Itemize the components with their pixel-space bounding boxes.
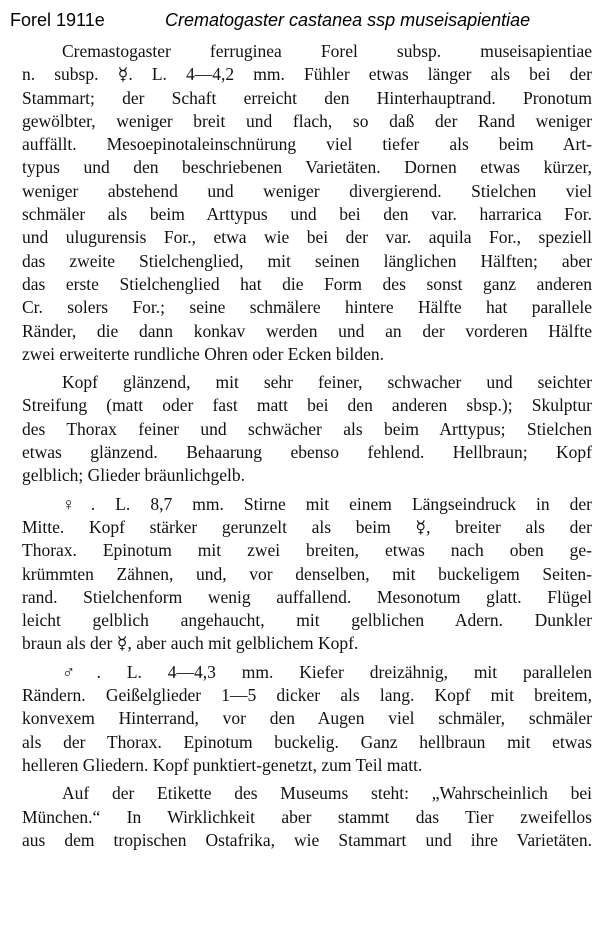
text-line: aus dem tropischen Ostafrika, wie Stammart und ihre Varietäten. bbox=[22, 829, 592, 850]
description-text bbox=[22, 40, 592, 852]
text-line: etwas glänzend. Behaarung ebenso fehlend. Hellbraun; Kopf bbox=[22, 442, 592, 463]
text-line: Streifung (matt oder fast matt bei den anderen sbsp.); Skulptur bbox=[22, 395, 592, 416]
text-line: weniger abstehend und weniger divergierend. Stielchen viel bbox=[22, 180, 592, 201]
text-line: schmäler als beim Arttypus und bei den var. harrarica For. bbox=[22, 204, 592, 225]
text-line: gelblich; Glieder bräunlichgelb. bbox=[22, 465, 246, 486]
text-line: auffällt. Mesoepinotaleinschnürung viel tiefer als beim Art- bbox=[22, 134, 592, 155]
text-line: Cremastogaster ferruginea Forel subsp. museisapientiae bbox=[62, 41, 592, 61]
citation-header: Forel 1911e bbox=[10, 10, 105, 30]
text-line: gewölbter, weniger breit und flach, so daß der Rand weniger bbox=[22, 110, 592, 131]
text-line: und ulugurensis For., etwa wie bei der var. aquila For., speziell bbox=[22, 227, 592, 248]
text-line: helleren Gliedern. Kopf punktiert-genetzt, zum Teil matt. bbox=[22, 754, 423, 775]
text-line: Cr. solers For.; seine schmälere hintere Hälfte hat parallele bbox=[22, 297, 592, 318]
text-line: zwei erweiterte rundliche Ohren oder Ecken bilden. bbox=[22, 343, 384, 364]
text-line: braun als der ☿, aber auch mit gelblichem Kopf. bbox=[22, 633, 359, 654]
text-line: das erste Stielchenglied hat die Form des sonst ganz anderen bbox=[22, 273, 592, 294]
text-line: konvexem Hinterrand, vor den Augen viel schmäler, schmäler bbox=[22, 708, 592, 729]
text-line: Auf der Etikette des Museums steht: „Wahrscheinlich bei bbox=[62, 783, 592, 804]
text-line: des Thorax feiner und schwächer als beim Arttypus; Stielchen bbox=[22, 418, 592, 439]
taxon-header: Crematogaster castanea ssp museisapientiae bbox=[165, 10, 531, 30]
text-line: als der Thorax. Epinotum buckelig. Ganz hellbraun mit etwas bbox=[22, 731, 592, 752]
text-line: Mitte. Kopf stärker gerunzelt als beim ☿, breiter als der bbox=[22, 516, 592, 537]
text-line: ♂. L. 4—4,3 mm. Kiefer dreizähnig, mit parallelen bbox=[62, 661, 592, 682]
text-line: Stammart; der Schaft erreicht den Hinterhauptrand. Pronotum bbox=[22, 87, 592, 108]
text-line: Kopf glänzend, mit sehr feiner, schwacher und seichter bbox=[62, 372, 592, 393]
text-line: das zweite Stielchenglied, mit seinen länglichen Hälften; aber bbox=[22, 250, 592, 271]
text-line: Thorax. Epinotum mit zwei breiten, etwas nach oben ge- bbox=[22, 540, 592, 561]
text-line: krümmten Zähnen, und, vor denselben, mit buckeligem Seiten- bbox=[22, 563, 592, 584]
text-line: n. subsp. ☿. L. 4—4,2 mm. Fühler etwas länger als bei der bbox=[22, 64, 592, 85]
text-line: ♀. L. 8,7 mm. Stirne mit einem Längseindruck in der bbox=[62, 493, 592, 514]
text-line: leicht gelblich angehaucht, mit gelblichen Adern. Dunkler bbox=[22, 610, 592, 631]
text-line: München.“ In Wirklichkeit aber stammt das Tier zweifellos bbox=[22, 806, 592, 827]
text-line: rand. Stielchenform wenig auffallend. Mesonotum glatt. Flügel bbox=[22, 586, 592, 607]
text-line: Rändern. Geißelglieder 1—5 dicker als lang. Kopf mit breitem, bbox=[22, 685, 592, 706]
text-line: typus und den beschriebenen Varietäten. Dornen etwas kürzer, bbox=[22, 157, 592, 178]
text-line: Ränder, die dann konkav werden und an der vorderen Hälfte bbox=[22, 320, 592, 341]
